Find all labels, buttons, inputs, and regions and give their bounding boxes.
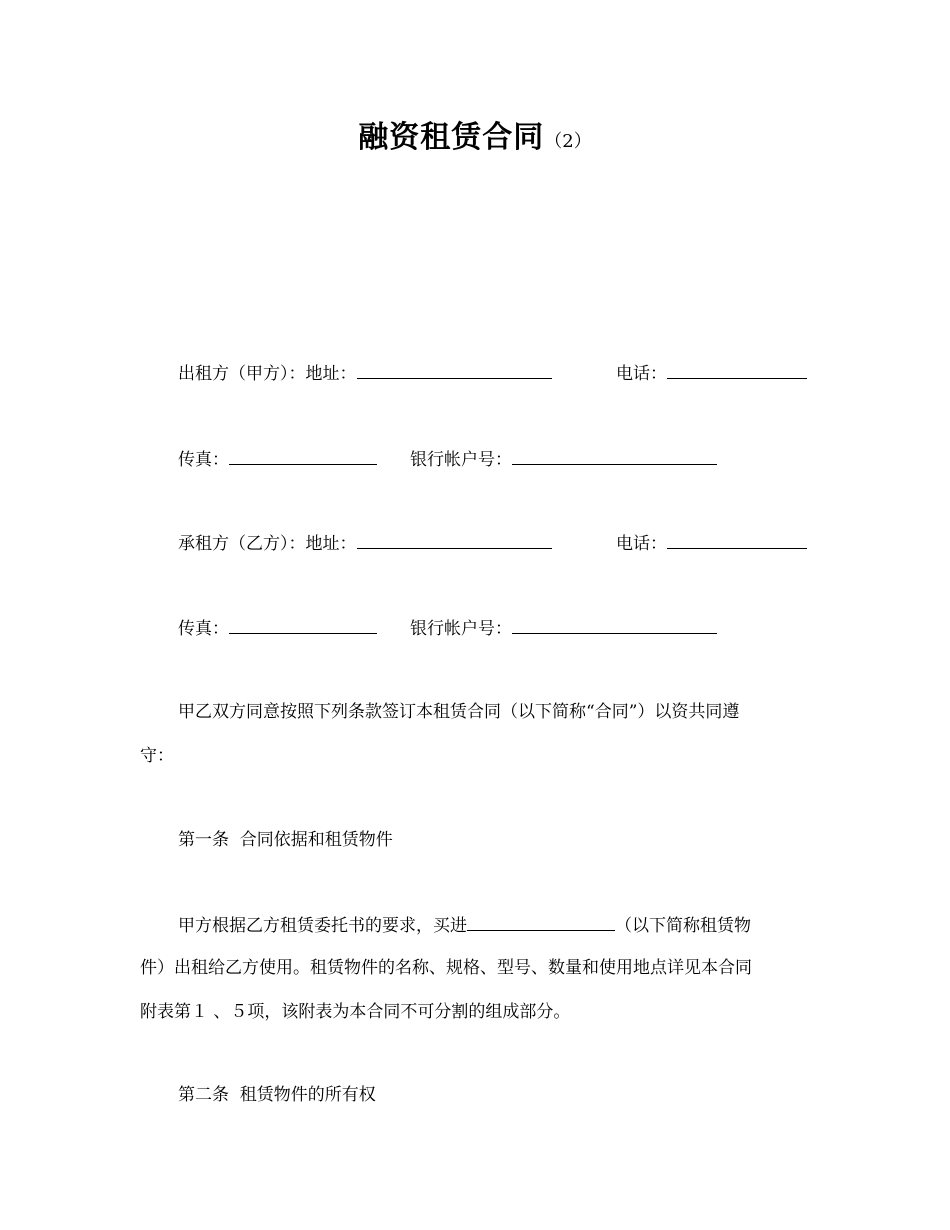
article-1-text-part2: （以下简称租赁物 (615, 916, 751, 936)
lessee-address-blank[interactable] (357, 530, 552, 549)
lessor-phone-label: 电话： (616, 364, 667, 384)
article-1-text-part1: 甲方根据乙方租赁委托书的要求，买进 (178, 916, 467, 936)
lessor-phone-line (616, 360, 807, 386)
lessee-fax-blank[interactable] (229, 615, 377, 634)
lessor-bank-blank[interactable] (512, 446, 717, 465)
lessor-fax-blank[interactable] (229, 446, 377, 465)
title-main: 融资租赁合同 (358, 120, 545, 155)
intro-line-1: 甲乙双方同意按照下列条款签订本租赁合同（以下简称“合同”）以资共同遵 (178, 702, 740, 722)
lessee-phone-blank[interactable] (667, 530, 807, 549)
article-2-heading-text: 第二条 租赁物件的所有权 (178, 1085, 376, 1105)
article-1-heading-text: 第一条 合同依据和租赁物件 (178, 830, 393, 850)
lessor-fax-label: 传真： (178, 450, 229, 470)
lessor-phone-blank[interactable] (667, 360, 807, 379)
lessee-bank-line (410, 615, 717, 641)
article-1-line-3: 附表第１ 、５项，该附表为本合同不可分割的组成部分。 (140, 1002, 571, 1022)
document-title (0, 112, 950, 156)
article-1-heading (178, 828, 393, 852)
lessor-bank-label: 银行帐户号： (410, 450, 512, 470)
lessee-fax-label: 传真： (178, 619, 229, 639)
lessee-address-label: 承租方（乙方）：地址： (178, 534, 357, 554)
lessor-address-blank[interactable] (357, 360, 552, 379)
lessor-fax-line (178, 446, 377, 472)
lessor-address-line (178, 360, 552, 386)
lessee-bank-blank[interactable] (512, 615, 717, 634)
article-1-line-2: 件）出租给乙方使用。租赁物件的名称、规格、型号、数量和使用地点详见本合同 (140, 958, 752, 978)
lessee-phone-label: 电话： (616, 534, 667, 554)
lessor-address-label: 出租方（甲方）：地址： (178, 364, 357, 384)
lessor-bank-line (410, 446, 717, 472)
lessee-address-line (178, 530, 552, 556)
lessee-phone-line (616, 530, 807, 556)
lessee-fax-line (178, 615, 377, 641)
title-suffix: （2） (544, 131, 592, 152)
lessee-bank-label: 银行帐户号： (410, 619, 512, 639)
article-1-line-1 (178, 912, 751, 938)
intro-line-2: 守： (140, 746, 174, 766)
leased-item-blank[interactable] (467, 912, 615, 931)
article-2-heading (178, 1083, 376, 1107)
